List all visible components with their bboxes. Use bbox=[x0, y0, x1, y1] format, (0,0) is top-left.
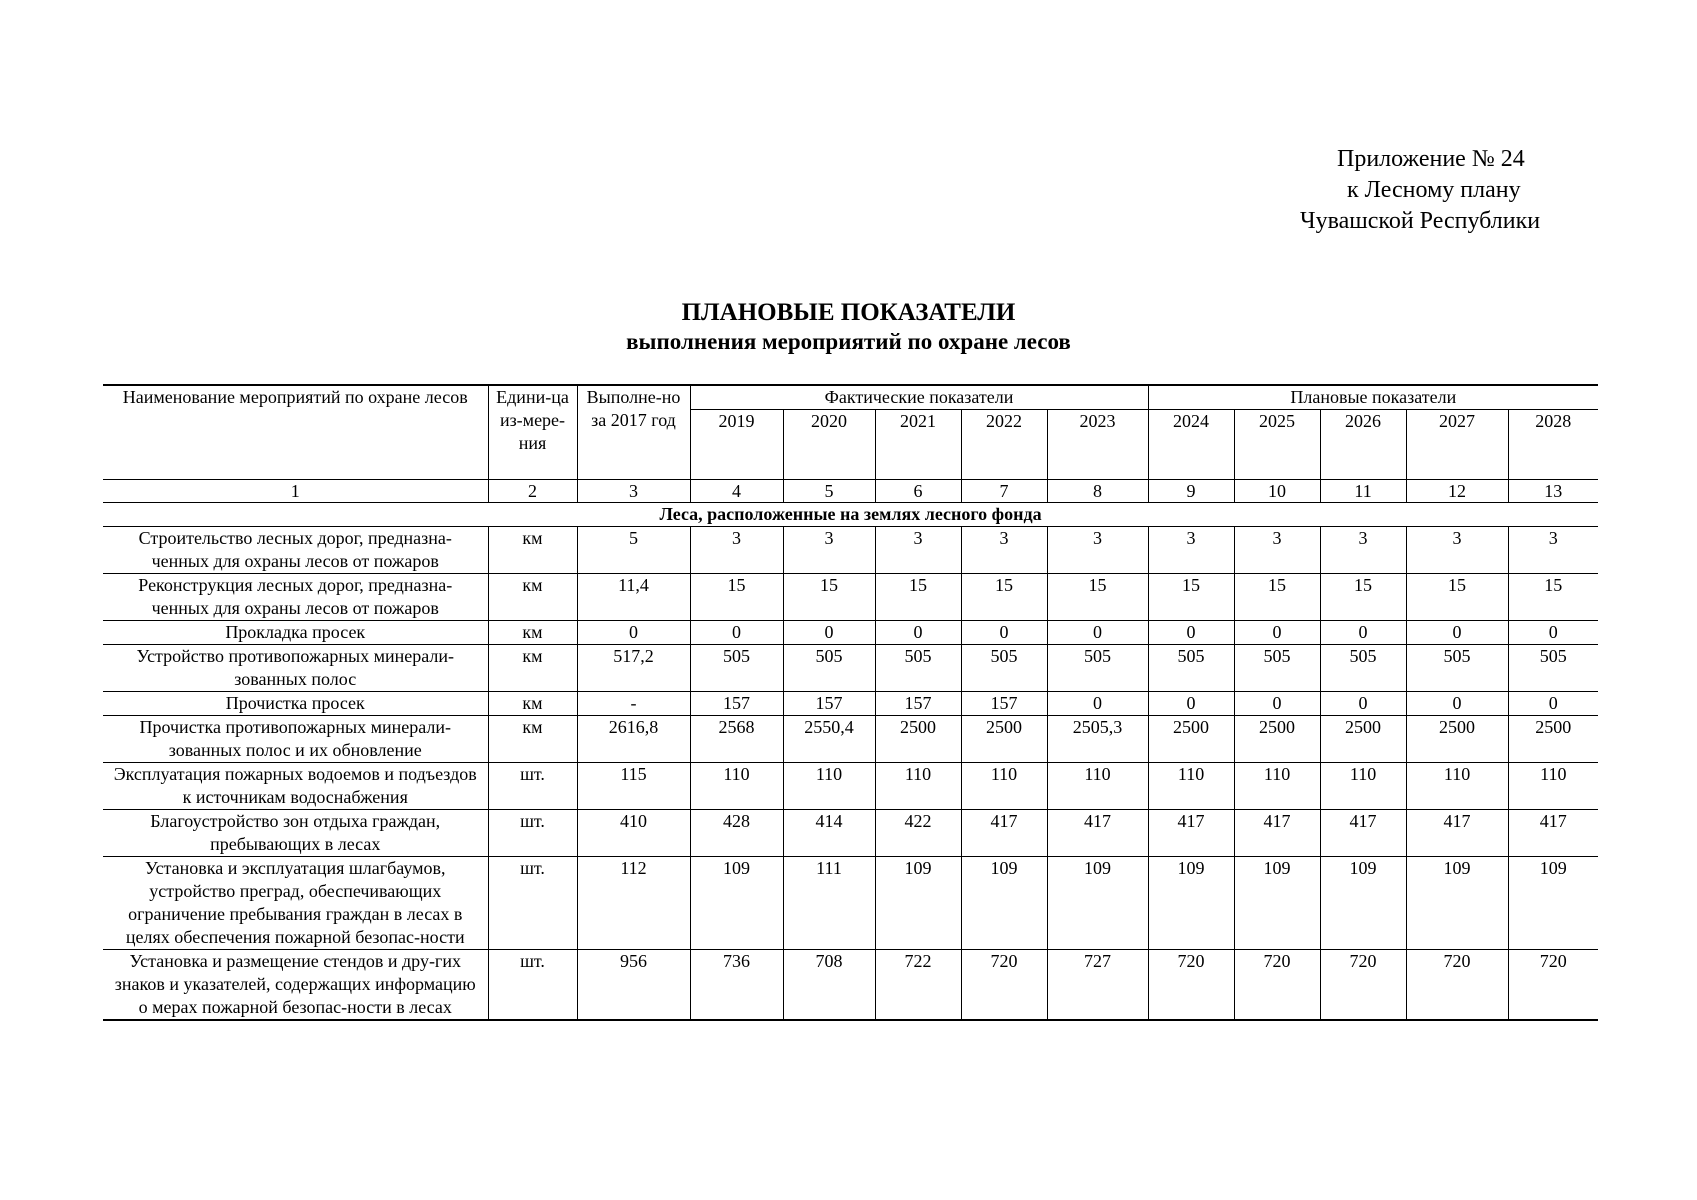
row-value: 2568 bbox=[690, 716, 783, 763]
table-row bbox=[103, 763, 1598, 810]
row-value: 720 bbox=[1148, 950, 1234, 1021]
row-value: 15 bbox=[1320, 574, 1406, 621]
column-number: 11 bbox=[1320, 480, 1406, 503]
row-value: 0 bbox=[1406, 692, 1508, 716]
document-title: ПЛАНОВЫЕ ПОКАЗАТЕЛИ bbox=[681, 299, 1016, 326]
row-done-2017: 0 bbox=[577, 621, 690, 645]
table-row bbox=[103, 645, 1598, 692]
column-number: 1 bbox=[103, 480, 488, 503]
row-value: 2500 bbox=[1234, 716, 1320, 763]
row-value: 0 bbox=[690, 621, 783, 645]
row-value: 2500 bbox=[1320, 716, 1406, 763]
row-unit: шт. bbox=[488, 950, 577, 1021]
table-row bbox=[103, 950, 1598, 1021]
row-name: Устройство противопожарных минерали-зованных полос bbox=[103, 645, 488, 692]
appendix-note bbox=[1235, 144, 1695, 237]
header-year: 2027 bbox=[1406, 410, 1508, 480]
column-number: 4 bbox=[690, 480, 783, 503]
table-row bbox=[103, 810, 1598, 857]
row-unit: км bbox=[488, 527, 577, 574]
indicators-table bbox=[103, 384, 1598, 1021]
row-value: 3 bbox=[690, 527, 783, 574]
row-name: Реконструкция лесных дорог, предназна-ченных для охраны лесов от пожаров bbox=[103, 574, 488, 621]
table-row bbox=[103, 692, 1598, 716]
row-value: 3 bbox=[783, 527, 875, 574]
row-unit: шт. bbox=[488, 763, 577, 810]
row-value: 110 bbox=[961, 763, 1047, 810]
row-value: 110 bbox=[1234, 763, 1320, 810]
row-value: 422 bbox=[875, 810, 961, 857]
row-value: 414 bbox=[783, 810, 875, 857]
row-value: 0 bbox=[875, 621, 961, 645]
header-unit: Едини-ца из-мере-ния bbox=[488, 385, 577, 480]
row-value: 3 bbox=[1148, 527, 1234, 574]
row-value: 505 bbox=[783, 645, 875, 692]
row-value: 109 bbox=[1047, 857, 1148, 950]
row-value: 0 bbox=[1508, 621, 1598, 645]
row-value: 2500 bbox=[1406, 716, 1508, 763]
header-year: 2021 bbox=[875, 410, 961, 480]
header-actual: Фактические показатели bbox=[690, 385, 1148, 410]
row-value: 505 bbox=[1047, 645, 1148, 692]
row-value: 110 bbox=[1047, 763, 1148, 810]
header-row-1 bbox=[103, 385, 1598, 410]
row-value: 3 bbox=[1320, 527, 1406, 574]
column-number: 3 bbox=[577, 480, 690, 503]
row-name: Эксплуатация пожарных водоемов и подъездов к источникам водоснабжения bbox=[103, 763, 488, 810]
row-value: 109 bbox=[1320, 857, 1406, 950]
row-value: 720 bbox=[961, 950, 1047, 1021]
row-value: 0 bbox=[1234, 621, 1320, 645]
column-number: 9 bbox=[1148, 480, 1234, 503]
row-value: 109 bbox=[875, 857, 961, 950]
row-done-2017: - bbox=[577, 692, 690, 716]
section-title: Леса, расположенные на землях лесного фонда bbox=[103, 503, 1598, 527]
row-value: 0 bbox=[1047, 692, 1148, 716]
header-year: 2020 bbox=[783, 410, 875, 480]
row-name: Строительство лесных дорог, предназна-ченных для охраны лесов от пожаров bbox=[103, 527, 488, 574]
row-value: 109 bbox=[1234, 857, 1320, 950]
column-number: 7 bbox=[961, 480, 1047, 503]
row-value: 0 bbox=[1148, 692, 1234, 716]
row-value: 2500 bbox=[961, 716, 1047, 763]
row-done-2017: 112 bbox=[577, 857, 690, 950]
row-value: 109 bbox=[1148, 857, 1234, 950]
row-value: 110 bbox=[690, 763, 783, 810]
row-value: 720 bbox=[1508, 950, 1598, 1021]
row-value: 15 bbox=[690, 574, 783, 621]
column-number: 8 bbox=[1047, 480, 1148, 503]
row-value: 157 bbox=[961, 692, 1047, 716]
header-year: 2019 bbox=[690, 410, 783, 480]
row-value: 15 bbox=[1234, 574, 1320, 621]
column-number-row bbox=[103, 480, 1598, 503]
row-value: 2505,3 bbox=[1047, 716, 1148, 763]
row-value: 110 bbox=[783, 763, 875, 810]
row-name: Установка и эксплуатация шлагбаумов, устройство преград, обеспечивающих ограничение пребывания граждан в лесах в целях обеспечения пожарной безопас-ности bbox=[103, 857, 488, 950]
row-value: 722 bbox=[875, 950, 961, 1021]
row-value: 0 bbox=[1320, 692, 1406, 716]
row-value: 15 bbox=[875, 574, 961, 621]
row-unit: шт. bbox=[488, 810, 577, 857]
row-value: 0 bbox=[1508, 692, 1598, 716]
column-number: 5 bbox=[783, 480, 875, 503]
section-row bbox=[103, 503, 1598, 527]
appendix-line-1: Приложение № 24 bbox=[1337, 146, 1525, 172]
row-name: Прочистка противопожарных минерали-зованных полос и их обновление bbox=[103, 716, 488, 763]
row-value: 111 bbox=[783, 857, 875, 950]
document-subtitle: выполнения мероприятий по охране лесов bbox=[626, 329, 1071, 354]
table-row bbox=[103, 716, 1598, 763]
column-number: 12 bbox=[1406, 480, 1508, 503]
row-value: 0 bbox=[1047, 621, 1148, 645]
row-value: 505 bbox=[1320, 645, 1406, 692]
row-value: 720 bbox=[1406, 950, 1508, 1021]
row-done-2017: 517,2 bbox=[577, 645, 690, 692]
column-number: 10 bbox=[1234, 480, 1320, 503]
row-unit: км bbox=[488, 645, 577, 692]
row-value: 15 bbox=[1047, 574, 1148, 621]
header-planned: Плановые показатели bbox=[1148, 385, 1598, 410]
row-value: 110 bbox=[1148, 763, 1234, 810]
row-value: 109 bbox=[1406, 857, 1508, 950]
row-value: 727 bbox=[1047, 950, 1148, 1021]
row-name: Установка и размещение стендов и дру-гих знаков и указателей, содержащих информацию о мерах пожарной безопас-ности в лесах bbox=[103, 950, 488, 1021]
row-value: 428 bbox=[690, 810, 783, 857]
row-value: 417 bbox=[961, 810, 1047, 857]
row-value: 417 bbox=[1508, 810, 1598, 857]
row-value: 0 bbox=[961, 621, 1047, 645]
row-done-2017: 11,4 bbox=[577, 574, 690, 621]
row-value: 708 bbox=[783, 950, 875, 1021]
row-value: 157 bbox=[875, 692, 961, 716]
row-value: 417 bbox=[1320, 810, 1406, 857]
row-value: 157 bbox=[690, 692, 783, 716]
row-value: 2500 bbox=[1508, 716, 1598, 763]
table-row bbox=[103, 857, 1598, 950]
row-unit: км bbox=[488, 692, 577, 716]
appendix-line-2: к Лесному плану bbox=[1347, 177, 1521, 203]
row-value: 505 bbox=[961, 645, 1047, 692]
header-year: 2025 bbox=[1234, 410, 1320, 480]
row-value: 15 bbox=[1406, 574, 1508, 621]
row-value: 0 bbox=[1406, 621, 1508, 645]
row-name: Благоустройство зон отдыха граждан, пребывающих в лесах bbox=[103, 810, 488, 857]
header-done-2017: Выполне-но за 2017 год bbox=[577, 385, 690, 480]
row-value: 505 bbox=[1406, 645, 1508, 692]
row-value: 109 bbox=[1508, 857, 1598, 950]
table-row bbox=[103, 621, 1598, 645]
row-value: 15 bbox=[783, 574, 875, 621]
row-value: 2500 bbox=[875, 716, 961, 763]
header-year: 2022 bbox=[961, 410, 1047, 480]
row-value: 109 bbox=[690, 857, 783, 950]
row-value: 15 bbox=[961, 574, 1047, 621]
row-value: 736 bbox=[690, 950, 783, 1021]
row-unit: км bbox=[488, 621, 577, 645]
header-year: 2024 bbox=[1148, 410, 1234, 480]
row-value: 110 bbox=[875, 763, 961, 810]
header-name: Наименование мероприятий по охране лесов bbox=[103, 385, 488, 480]
row-value: 0 bbox=[1320, 621, 1406, 645]
row-unit: км bbox=[488, 574, 577, 621]
row-value: 110 bbox=[1320, 763, 1406, 810]
row-value: 2550,4 bbox=[783, 716, 875, 763]
table-row bbox=[103, 527, 1598, 574]
row-done-2017: 115 bbox=[577, 763, 690, 810]
row-done-2017: 2616,8 bbox=[577, 716, 690, 763]
row-value: 3 bbox=[1047, 527, 1148, 574]
row-value: 0 bbox=[1148, 621, 1234, 645]
row-value: 15 bbox=[1508, 574, 1598, 621]
row-value: 110 bbox=[1406, 763, 1508, 810]
column-number: 13 bbox=[1508, 480, 1598, 503]
row-value: 720 bbox=[1234, 950, 1320, 1021]
row-value: 417 bbox=[1406, 810, 1508, 857]
row-value: 3 bbox=[1406, 527, 1508, 574]
row-value: 417 bbox=[1047, 810, 1148, 857]
row-value: 109 bbox=[961, 857, 1047, 950]
row-value: 0 bbox=[1234, 692, 1320, 716]
row-value: 15 bbox=[1148, 574, 1234, 621]
header-year: 2028 bbox=[1508, 410, 1598, 480]
row-value: 2500 bbox=[1148, 716, 1234, 763]
row-value: 505 bbox=[1148, 645, 1234, 692]
header-year: 2026 bbox=[1320, 410, 1406, 480]
row-value: 3 bbox=[961, 527, 1047, 574]
row-name: Прокладка просек bbox=[103, 621, 488, 645]
row-value: 0 bbox=[783, 621, 875, 645]
row-value: 505 bbox=[875, 645, 961, 692]
row-value: 505 bbox=[1234, 645, 1320, 692]
appendix-line-3: Чувашской Республики bbox=[1300, 208, 1541, 234]
row-done-2017: 5 bbox=[577, 527, 690, 574]
table-row bbox=[103, 574, 1598, 621]
row-value: 157 bbox=[783, 692, 875, 716]
row-value: 3 bbox=[1234, 527, 1320, 574]
column-number: 2 bbox=[488, 480, 577, 503]
row-name: Прочистка просек bbox=[103, 692, 488, 716]
row-value: 720 bbox=[1320, 950, 1406, 1021]
row-value: 3 bbox=[1508, 527, 1598, 574]
row-done-2017: 410 bbox=[577, 810, 690, 857]
header-year: 2023 bbox=[1047, 410, 1148, 480]
row-unit: км bbox=[488, 716, 577, 763]
row-unit: шт. bbox=[488, 857, 577, 950]
row-value: 505 bbox=[690, 645, 783, 692]
row-value: 110 bbox=[1508, 763, 1598, 810]
row-value: 417 bbox=[1148, 810, 1234, 857]
row-value: 417 bbox=[1234, 810, 1320, 857]
row-value: 3 bbox=[875, 527, 961, 574]
row-value: 505 bbox=[1508, 645, 1598, 692]
column-number: 6 bbox=[875, 480, 961, 503]
row-done-2017: 956 bbox=[577, 950, 690, 1021]
